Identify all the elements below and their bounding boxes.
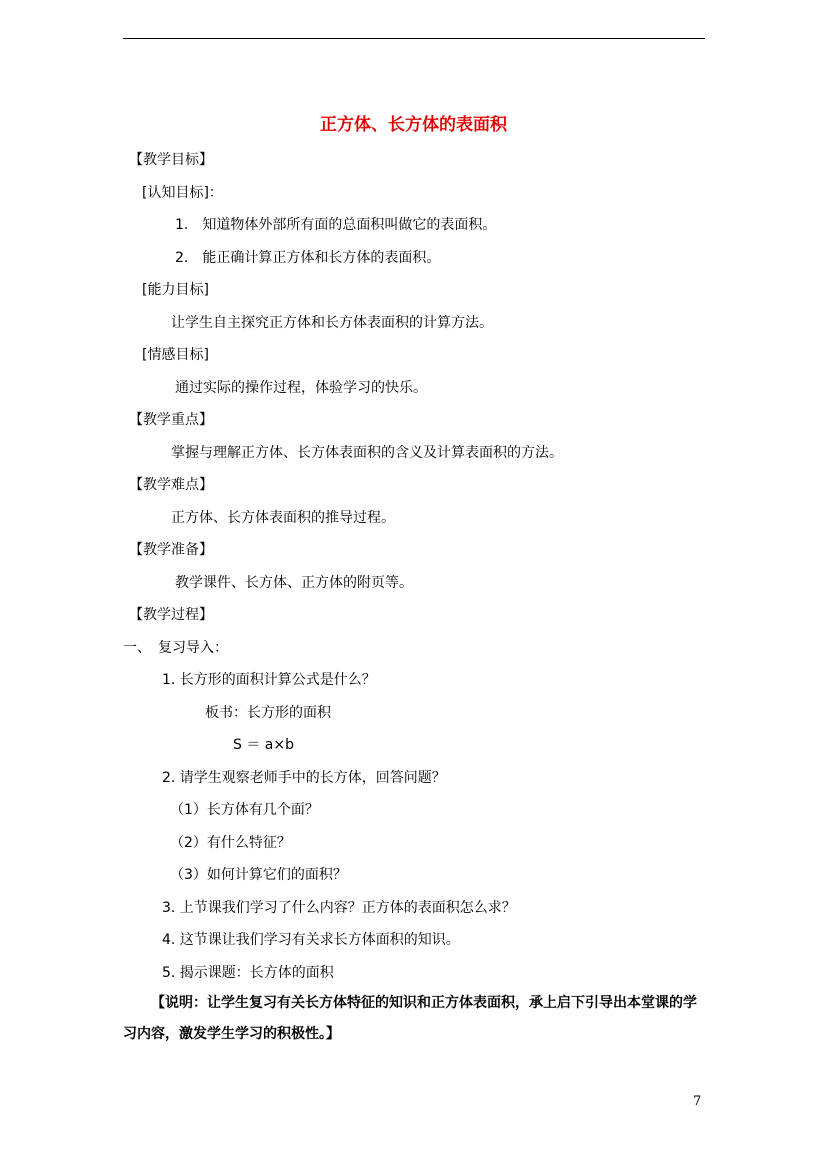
objectives-heading: 【教学目标】: [129, 152, 213, 168]
key-points-heading: 【教学重点】: [129, 412, 213, 428]
teaching-note: 【说明：让学生复习有关长方体特征的知识和正方体表面积，承上启下引导出本堂课的学习内容，激发学生学习的积极性。】: [123, 995, 697, 1042]
ability-heading: [能力目标]: [142, 282, 209, 298]
preparation-text: 教学课件、长方体、正方体的附页等。: [175, 575, 413, 591]
cognitive-heading: [认知目标]：: [142, 185, 223, 201]
header-rule: [123, 38, 705, 39]
cognitive-item: 1. 知道物体外部所有面的总面积叫做它的表面积。: [175, 217, 497, 233]
emotion-heading: [情感目标]: [142, 347, 209, 363]
preparation-heading: 【教学准备】: [129, 542, 213, 558]
difficulty-text: 正方体、长方体表面积的推导过程。: [171, 510, 395, 526]
question-2: 2. 请学生观察老师手中的长方体，回答问题？: [162, 770, 446, 786]
cognitive-item: 2. 能正确计算正方体和长方体的表面积。: [175, 250, 441, 266]
process-heading: 【教学过程】: [129, 607, 213, 623]
part-one-heading: 一、 复习导入：: [123, 640, 228, 656]
sub-question: （1）长方体有几个面？: [170, 802, 319, 818]
question-3: 3. 上节课我们学习了什么内容？正方体的表面积怎么求？: [162, 900, 516, 916]
board-text: 板书：长方形的面积: [205, 705, 331, 721]
page-number: 7: [693, 1094, 702, 1109]
question-5: 5. 揭示课题：长方体的面积: [162, 965, 334, 981]
difficulty-heading: 【教学难点】: [129, 477, 213, 493]
emotion-text: 通过实际的操作过程，体验学习的快乐。: [175, 380, 427, 396]
formula: S ＝ a×b: [233, 737, 294, 753]
sub-question: （2）有什么特征？: [170, 835, 291, 851]
ability-text: 让学生自主探究正方体和长方体表面积的计算方法。: [171, 315, 493, 331]
question-1: 1. 长方形的面积计算公式是什么？: [162, 672, 376, 688]
sub-question: （3）如何计算它们的面积？: [170, 867, 347, 883]
document-title: 正方体、长方体的表面积: [320, 115, 507, 135]
question-4: 4. 这节课让我们学习有关求长方体面积的知识。: [162, 932, 460, 948]
key-points-text: 掌握与理解正方体、长方体表面积的含义及计算表面积的方法。: [171, 445, 563, 461]
